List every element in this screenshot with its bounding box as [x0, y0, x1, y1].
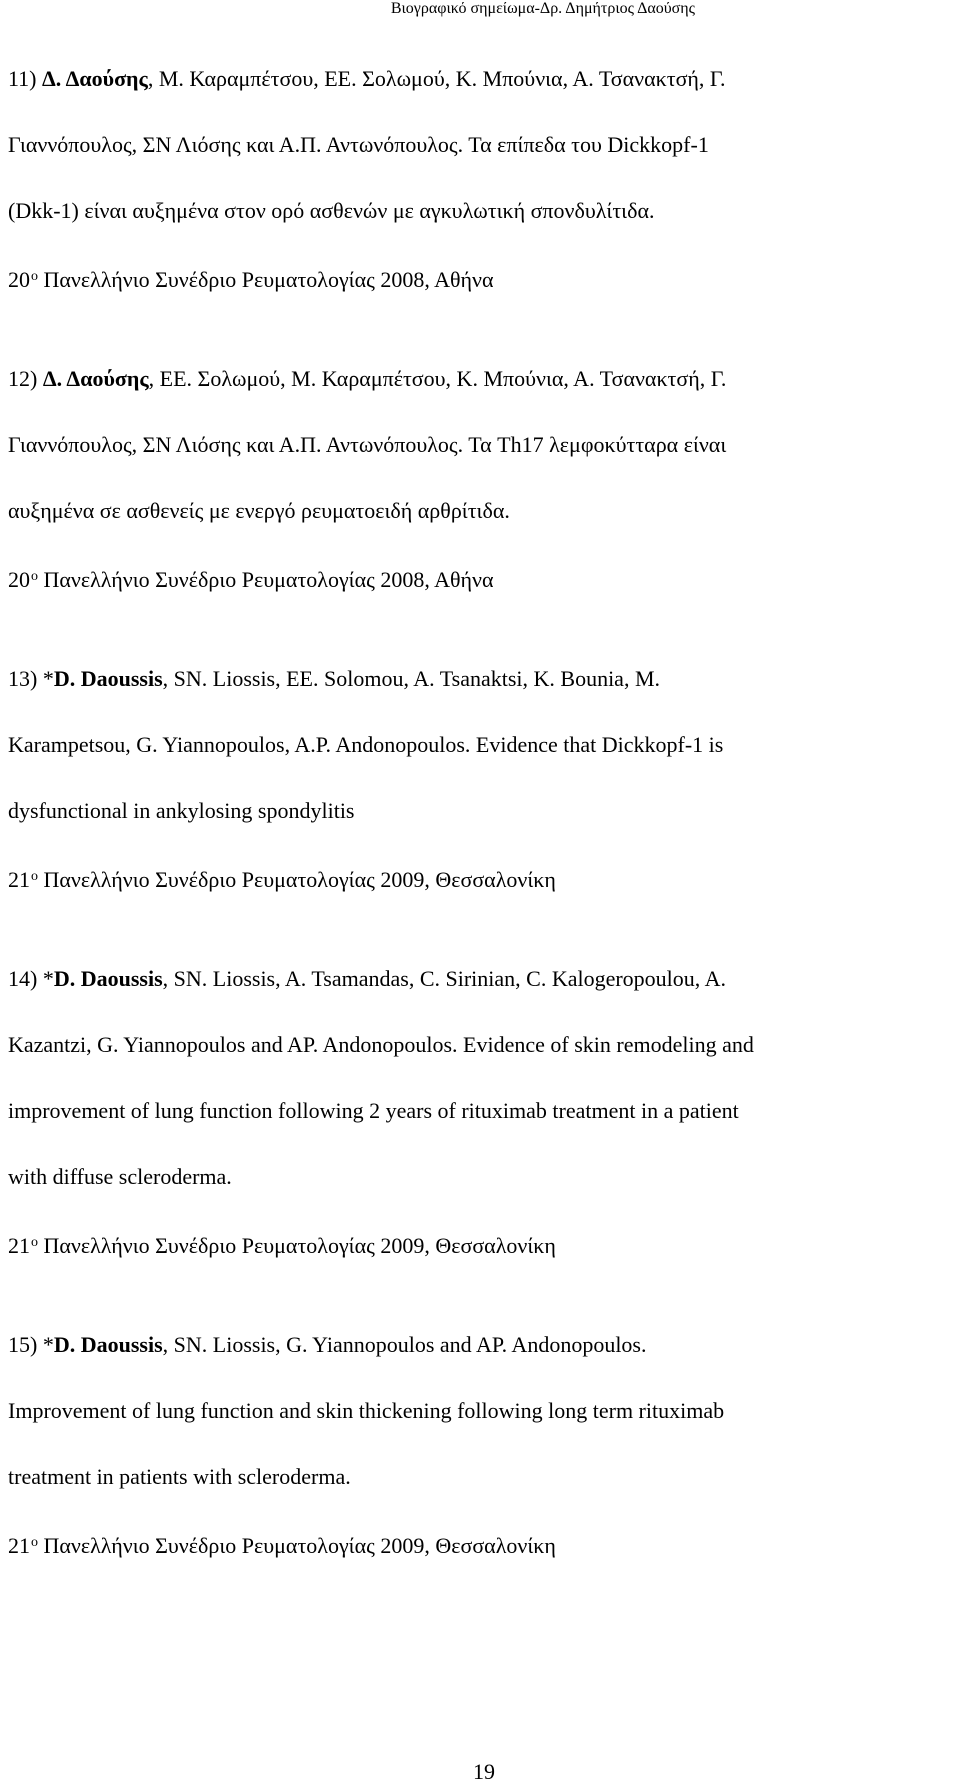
conference-line: [8, 1530, 938, 1556]
entry-line: (Dkk-1) είναι αυξημένα στον ορό ασθενών με αγκυλωτική σπονδυλίτιδα.: [8, 198, 655, 223]
entry-text: , SN. Liossis, EE. Solomou, A. Tsanaktsi, K. Bounia, M.: [162, 666, 661, 691]
conference-number: 20: [8, 567, 30, 592]
ordinal-superscript: ο: [31, 869, 38, 884]
entry-line: [8, 966, 938, 992]
conference-name: Πανελλήνιο Συνέδριο Ρευματολογίας 2009, Θεσσαλονίκη: [38, 1233, 556, 1258]
entry-line: [8, 366, 938, 392]
entry-line: [8, 666, 938, 692]
entry-line: [8, 1332, 938, 1358]
entry-line: treatment in patients with scleroderma.: [8, 1464, 351, 1489]
ordinal-superscript: ο: [31, 1535, 38, 1550]
entry-line: improvement of lung function following 2 years of rituximab treatment in a patient: [8, 1098, 739, 1123]
entry-line: Karampetsou, G. Yiannopoulos, A.P. Andonopoulos. Evidence that Dickkopf-1 is: [8, 732, 724, 757]
publication-entry: [8, 1332, 938, 1556]
publication-list: [8, 66, 938, 1556]
entry-line: Γιαννόπουλος, ΣΝ Λιόσης και Α.Π. Αντωνόπουλος. Τα επίπεδα του Dickkopf-1: [8, 132, 709, 157]
entry-line: αυξημένα σε ασθενείς με ενεργό ρευματοειδή αρθρίτιδα.: [8, 498, 510, 523]
first-author: Δ. Δαούσης: [42, 366, 149, 391]
ordinal-superscript: ο: [31, 569, 38, 584]
first-author: D. Daoussis: [53, 666, 163, 691]
entry-line: with diffuse scleroderma.: [8, 1164, 232, 1189]
publication-entry: [8, 666, 938, 890]
page-number: 19: [473, 1759, 495, 1784]
conference-number: 21: [8, 867, 30, 892]
conference-number: 20: [8, 267, 30, 292]
entry-line: Γιαννόπουλος, ΣΝ Λιόσης και Α.Π. Αντωνόπουλος. Τα Th17 λεμφοκύτταρα είναι: [8, 432, 727, 457]
entry-line: Kazantzi, G. Yiannopoulos and AP. Andonopoulos. Evidence of skin remodeling and: [8, 1032, 754, 1057]
conference-name: Πανελλήνιο Συνέδριο Ρευματολογίας 2008, Αθήνα: [38, 267, 494, 292]
conference-name: Πανελλήνιο Συνέδριο Ρευματολογίας 2008, Αθήνα: [38, 567, 494, 592]
conference-line: [8, 564, 938, 590]
first-author: Δ. Δαούσης: [42, 66, 148, 91]
entry-text: , SN. Liossis, G. Yiannopoulos and AP. Andonopoulos.: [162, 1332, 647, 1357]
entry-text: , Μ. Καραμπέτσου, ΕΕ. Σολωμού, Κ. Μπούνια, Α. Τσανακτσή, Γ.: [147, 66, 726, 91]
conference-line: [8, 1230, 938, 1256]
entry-line: Improvement of lung function and skin thickening following long term rituximab: [8, 1398, 725, 1423]
first-author: D. Daoussis: [53, 966, 163, 991]
entry-text: , SN. Liossis, A. Tsamandas, C. Sirinian, C. Kalogeropoulou, A.: [162, 966, 726, 991]
entry-number: 14) *: [8, 966, 54, 991]
ordinal-superscript: ο: [31, 269, 38, 284]
entry-text: , ΕΕ. Σολωμού, Μ. Καραμπέτσου, Κ. Μπούνια, Α. Τσανακτσή, Γ.: [148, 366, 727, 391]
conference-number: 21: [8, 1233, 30, 1258]
running-header: [0, 0, 960, 18]
conference-number: 21: [8, 1533, 30, 1558]
entry-number: 15) *: [8, 1332, 54, 1357]
entry-number: 13) *: [8, 666, 54, 691]
conference-line: [8, 264, 938, 290]
conference-name: Πανελλήνιο Συνέδριο Ρευματολογίας 2009, Θεσσαλονίκη: [38, 867, 556, 892]
entry-number: 11): [8, 66, 37, 91]
publication-entry: [8, 66, 938, 290]
entry-line: [8, 66, 938, 92]
publication-entry: [8, 966, 938, 1256]
first-author: D. Daoussis: [53, 1332, 163, 1357]
conference-line: [8, 864, 938, 890]
running-title: Βιογραφικό σημείωμα-Δρ. Δημήτριος Δαούσης: [390, 0, 695, 17]
conference-name: Πανελλήνιο Συνέδριο Ρευματολογίας 2009, Θεσσαλονίκη: [38, 1533, 556, 1558]
ordinal-superscript: ο: [31, 1235, 38, 1250]
entry-number: 12): [8, 366, 38, 391]
entry-line: dysfunctional in ankylosing spondylitis: [8, 798, 355, 823]
publication-entry: [8, 366, 938, 590]
